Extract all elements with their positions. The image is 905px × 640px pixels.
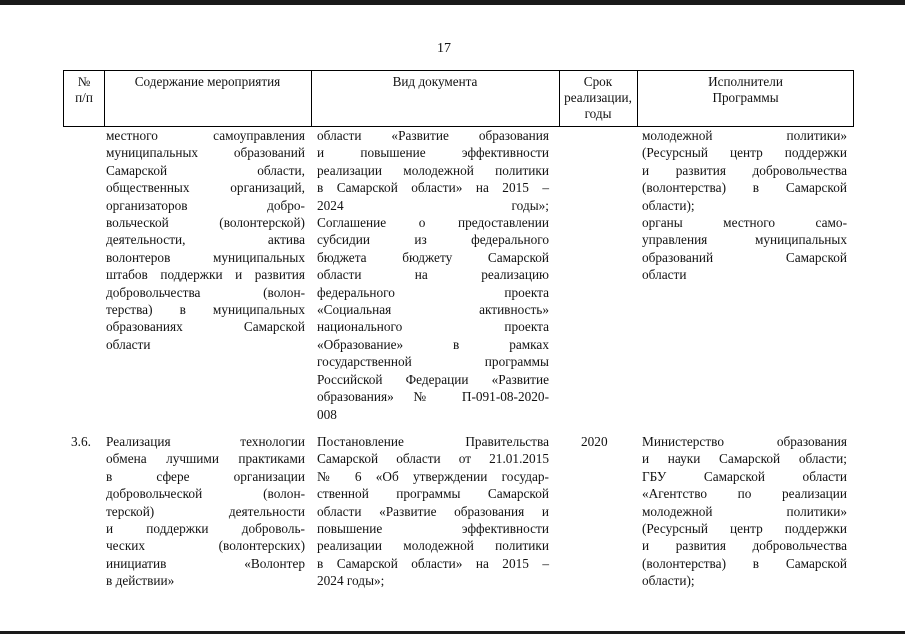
text-line: образования» № П-091-08-2020- <box>317 389 549 405</box>
text-line: области <box>642 267 687 283</box>
text-line: субсидии из федерального <box>317 232 549 248</box>
text-line: и поддержки доброволь- <box>106 521 305 537</box>
header-divider <box>853 70 854 127</box>
text-line: и повышение эффективности <box>317 145 549 161</box>
text-line: муниципальных образований <box>106 145 305 161</box>
text-line: реализации молодежной политики <box>317 162 549 178</box>
text-line: Самарской области от 21.01.2015 <box>317 451 549 467</box>
text-line: области на реализацию <box>317 267 549 283</box>
scan-top-edge <box>0 0 905 5</box>
header-divider <box>104 70 105 127</box>
header-content-label: Содержание мероприятия <box>134 74 281 89</box>
row-continued-document <box>317 127 549 423</box>
header-cell-term <box>559 70 637 127</box>
text-line: (Ресурсный центр поддержки <box>642 521 847 537</box>
text-line: вольческой (волонтерской) <box>106 215 305 231</box>
text-line: национального проекта <box>317 319 549 335</box>
text-line: образованиях Самарской <box>106 319 305 335</box>
text-line: и развития добровольчества <box>642 538 847 554</box>
header-cell-executors <box>637 70 854 127</box>
text-line: «Агентство по реализации <box>642 486 847 502</box>
text-line: в сфере организации <box>106 468 305 484</box>
text-line: Реализация технологии <box>106 434 305 449</box>
text-line: штабов поддержки и развития <box>106 267 305 283</box>
header-cell-document <box>311 70 559 127</box>
header-divider <box>559 70 560 127</box>
text-line: (волонтерства) в Самарской <box>642 555 847 571</box>
text-line: повышение эффективности <box>317 521 549 537</box>
text-line: волонтеров муниципальных <box>106 249 305 265</box>
text-line: области); <box>642 197 695 213</box>
text-line: реализации молодежной политики <box>317 538 549 554</box>
text-line: Министерство образования <box>642 434 847 449</box>
header-document-label: Вид документа <box>392 74 478 89</box>
text-line: бюджета бюджету Самарской <box>317 249 549 265</box>
text-line: в Самарской области» на 2015 – <box>317 180 549 196</box>
text-line: области «Развитие образования <box>317 128 549 143</box>
text-line: в Самарской области» на 2015 – <box>317 555 549 571</box>
text-line: государственной программы <box>317 354 549 370</box>
text-line: ческих (волонтерских) <box>106 538 305 554</box>
text-line: образований Самарской <box>642 249 847 265</box>
text-line: обмена лучшими практиками <box>106 451 305 467</box>
row-continued-executors <box>642 127 847 284</box>
row-content <box>106 433 305 590</box>
text-line: (волонтерства) в Самарской <box>642 180 847 196</box>
text-line: № 6 «Об утверждении государ- <box>317 468 549 484</box>
row-year: 2020 <box>581 434 608 449</box>
text-line: области «Развитие образования и <box>317 503 549 519</box>
text-line: ственной программы Самарской <box>317 486 549 502</box>
text-line: «Социальная активность» <box>317 302 549 318</box>
text-line: местного самоуправления <box>106 128 305 143</box>
header-divider <box>637 70 638 127</box>
text-line: управления муниципальных <box>642 232 847 248</box>
text-line: терской) деятельности <box>106 503 305 519</box>
text-line: Российской Федерации «Развитие <box>317 371 549 387</box>
text-line: области); <box>642 573 695 589</box>
text-line: ГБУ Самарской области <box>642 468 847 484</box>
header-divider <box>311 70 312 127</box>
text-line: молодежной политики» <box>642 128 847 143</box>
header-executors-label: Исполнители Программы <box>708 74 783 105</box>
row-continued-content <box>106 127 305 353</box>
text-line: общественных организаций, <box>106 180 305 196</box>
text-line: 2024 годы»; <box>317 573 385 589</box>
page-number: 17 <box>437 41 451 56</box>
header-cell-content <box>104 70 311 127</box>
text-line: «Образование» в рамках <box>317 336 549 352</box>
text-line: Самарской области, <box>106 162 305 178</box>
text-line: (Ресурсный центр поддержки <box>642 145 847 161</box>
text-line: Постановление Правительства <box>317 434 549 449</box>
row-document <box>317 433 549 590</box>
header-term-label: Срок реализации, годы <box>564 74 632 121</box>
row-number: 3.6. <box>71 434 91 449</box>
text-line: терства) в муниципальных <box>106 302 305 318</box>
text-line: организаторов добро- <box>106 197 305 213</box>
text-line: молодежной политики» <box>642 503 847 519</box>
row-executors <box>642 433 847 590</box>
text-line: и науки Самарской области; <box>642 451 847 467</box>
scan-bottom-edge <box>0 631 905 634</box>
header-divider <box>63 70 64 127</box>
text-line: деятельности, актива <box>106 232 305 248</box>
header-cell-number <box>64 70 104 127</box>
text-line: органы местного само- <box>642 215 847 231</box>
text-line: в действии» <box>106 573 175 589</box>
text-line: инициатив «Волонтер <box>106 555 305 571</box>
text-line: добровольчества (волон- <box>106 284 305 300</box>
text-line: и развития добровольчества <box>642 162 847 178</box>
text-line: области <box>106 336 151 352</box>
text-line: 2024 годы»; <box>317 197 549 213</box>
text-line: добровольческой (волон- <box>106 486 305 502</box>
text-line: Соглашение о предоставлении <box>317 215 549 231</box>
text-line: федерального проекта <box>317 284 549 300</box>
text-line: 008 <box>317 406 337 422</box>
header-number-label: № п/п <box>75 74 93 105</box>
